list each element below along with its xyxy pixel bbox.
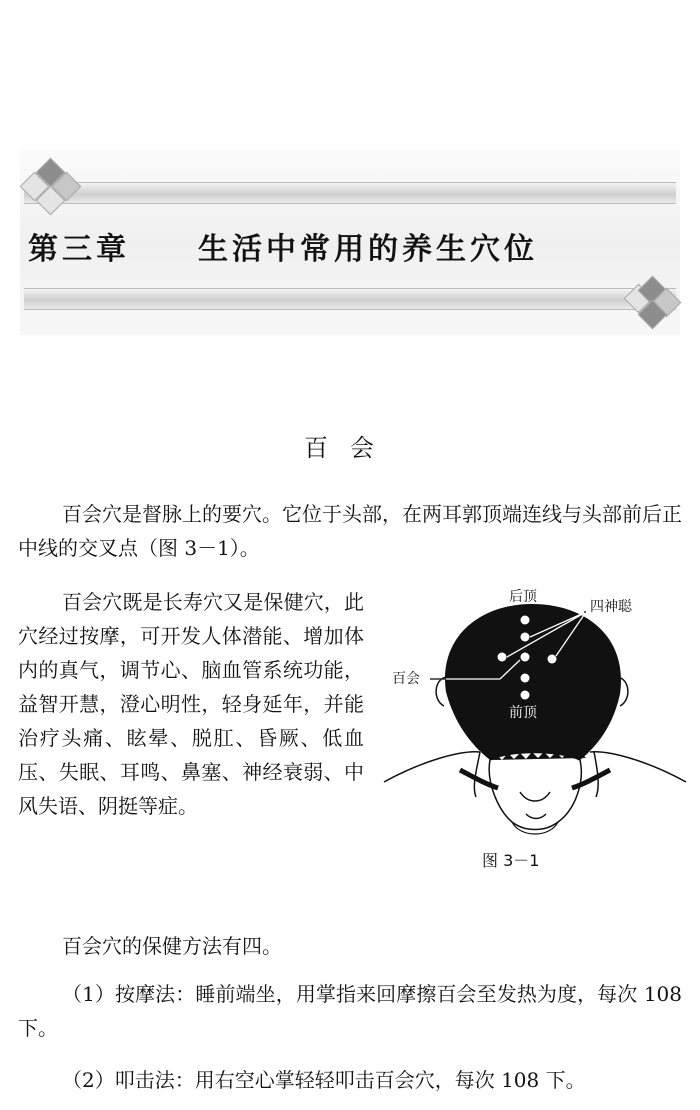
paragraph-benefits: 百会穴既是长寿穴又是保健穴，此穴经过按摩，可开发人体潜能、增加体内的真气，调节心、脑血管系统功能，益智开慧，澄心明性，轻身延年，并能治疗头痛、眩晕、脱肛、昏厥、低血压、失眠、耳鸣、鼻塞、神经衰弱、中风失语、阴挺等症。: [18, 590, 364, 818]
banner-bottom-band: [24, 288, 676, 310]
label-qianding: 前顶: [509, 705, 537, 721]
chapter-banner: [20, 150, 680, 335]
figure-caption: 图 3－1: [482, 851, 540, 870]
label-sishencong: 四神聪: [590, 599, 632, 615]
paragraph-intro: 百会穴是督脉上的要穴。它位于头部，在两耳郭顶端连线与头部前后正中线的交叉点（图 3－1）。: [18, 502, 682, 560]
acupoint-sishencong-dot-right: [548, 655, 557, 664]
acupoint-sishencong-dot-rear: [521, 633, 530, 642]
banner-diamond-ornament-right: [620, 278, 680, 328]
figure-head-acupoints: [380, 582, 690, 852]
banner-diamond-ornament-left: [24, 160, 84, 210]
paragraph-method-1: （1）按摩法：睡前端坐，用掌指来回摩擦百会至发热为度，每次 108 下。: [18, 982, 682, 1040]
label-baihui: 百会: [392, 671, 420, 687]
label-houding: 后顶: [509, 589, 537, 605]
acupoint-houding-dot: [521, 616, 530, 625]
chapter-number: 第三章: [28, 232, 130, 267]
acupoint-sishencong-dot-front: [521, 674, 530, 683]
banner-top-band: [24, 182, 676, 204]
acupoint-sishencong-dot-left: [498, 653, 507, 662]
acupoint-qianding-dot: [521, 691, 530, 700]
chapter-heading: [28, 230, 678, 270]
paragraph-methods-intro: 百会穴的保健方法有四。: [62, 934, 282, 958]
section-title: 百会: [304, 434, 396, 462]
paragraph-method-2: （2）叩击法：用右空心掌轻轻叩击百会穴，每次 108 下。: [62, 1068, 586, 1092]
acupoint-baihui-dot: [521, 653, 530, 662]
chapter-title: 生活中常用的养生穴位: [198, 232, 538, 267]
